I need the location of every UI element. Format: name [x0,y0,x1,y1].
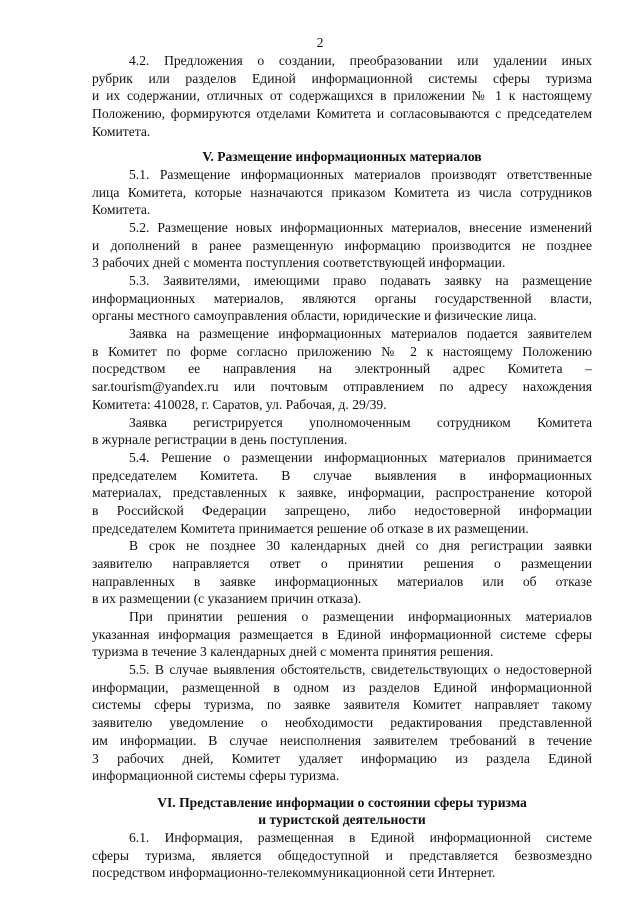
paragraph-first-line: 5.1. Размещение информационных материалов производят ответственные [129,167,592,182]
paragraph-line: системы сферы туризма, по заявке заявителя Комитет направляет такому [92,697,592,712]
paragraph-line: в журнале регистрации в день поступления. [92,432,348,447]
paragraph-line: туризма в течение 3 календарных дней с момента принятия решения. [92,644,494,659]
paragraph-line: председателем Комитета. В случае выявления в информационных [92,468,592,483]
paragraph-line: рубрик или разделов Единой информационной системы сферы туризма [92,71,592,86]
paragraph-line: органы местного самоуправления области, юридические и физические лица. [92,308,537,323]
paragraph-line: лица Комитета, которые назначаются приказом Комитета из числа сотрудников [92,185,592,200]
paragraph-line: посредством ее направления на электронный адрес Комитета – [92,361,592,376]
paragraph-line: материалах, представленных к заявке, информации, распространение которой [92,485,592,500]
paragraph-line: 3 рабочих дней с момента поступления соответствующей информации. [92,255,506,270]
paragraph-line: посредством информационно-телекоммуникационной сети Интернет. [92,865,496,880]
paragraph-line: в их размещении (с указанием причин отказа). [92,591,362,606]
paragraph-line: Комитета. [92,124,151,139]
paragraph-line: информационных материалов, являются органы государственной власти, [92,291,592,306]
paragraph-first-line: Заявка на размещение информационных материалов подается заявителем [129,326,592,341]
paragraph-line: заявителю уведомление о необходимости редактирования представленной [92,715,592,730]
paragraph-line: указанная информация размещается в Единой информационной системе сферы [92,627,592,642]
paragraph-line: в Комитет по форме согласно приложению № 2 к настоящему Положению [92,344,592,359]
paragraph-first-line: В срок не позднее 30 календарных дней со дня регистрации заявки [129,538,592,553]
paragraph-line: сферы туризма, является общедоступной и представляется безвозмездно [92,848,592,863]
paragraph-line: и их содержании, отличных от содержащихся в приложении № 1 к настоящему [92,88,592,103]
paragraph-first-line: 5.3. Заявителями, имеющими право подавать заявку на размещение [129,273,592,288]
page-number: 2 [316,35,324,50]
paragraph-line: информационной системы сферы туризма. [92,768,340,783]
section-heading-line: VI. Представление информации о состоянии сферы туризма [157,795,527,810]
paragraph-line: председателем Комитета принимается решение об отказе в их размещении. [92,521,529,536]
paragraph-line: и дополнений в ранее размещенную информацию производится не позднее [92,238,592,253]
paragraph-first-line: 6.1. Информация, размещенная в Единой информационной системе [129,830,592,845]
paragraph-first-line: 5.2. Размещение новых информационных материалов, внесение изменений [129,220,592,235]
section-heading-line: и туристской деятельности [258,812,426,827]
paragraph-line: Комитета: 410028, г. Саратов, ул. Рабочая, д. 29/39. [92,397,387,412]
paragraph-line: направленных в заявке информационных материалов или об отказе [92,574,592,589]
paragraph-line: информации, размещенной в одном из разделов Единой информационной [92,680,592,695]
paragraph-line: 3 рабочих дней, Комитет удаляет информацию из раздела Единой [92,751,592,766]
paragraph-line: им информации. В случае неисполнения заявителем требований в течение [92,733,592,748]
paragraph-line: заявителю направляется ответ о принятии решения о размещении [92,556,592,571]
section-heading-line: V. Размещение информационных материалов [202,149,482,164]
paragraph-first-line: 5.5. В случае выявления обстоятельств, свидетельствующих о недостоверной [129,662,592,677]
paragraph-first-line: 5.4. Решение о размещении информационных материалов принимается [129,450,592,465]
paragraph-line: sar.tourism@yandex.ru или почтовым отправлением по адресу нахождения [92,379,592,394]
paragraph-line: в Российской Федерации запрещено, либо недостоверной информации [92,503,592,518]
paragraph-first-line: 4.2. Предложения о создании, преобразовании или удалении иных [129,53,592,68]
paragraph-first-line: При принятии решения о размещении информационных материалов [129,609,592,624]
paragraph-line: Положению, формируются отделами Комитета и согласовываются с председателем [92,106,592,121]
paragraph-line: Комитета. [92,202,151,217]
paragraph-first-line: Заявка регистрируется уполномоченным сотрудником Комитета [129,415,592,430]
